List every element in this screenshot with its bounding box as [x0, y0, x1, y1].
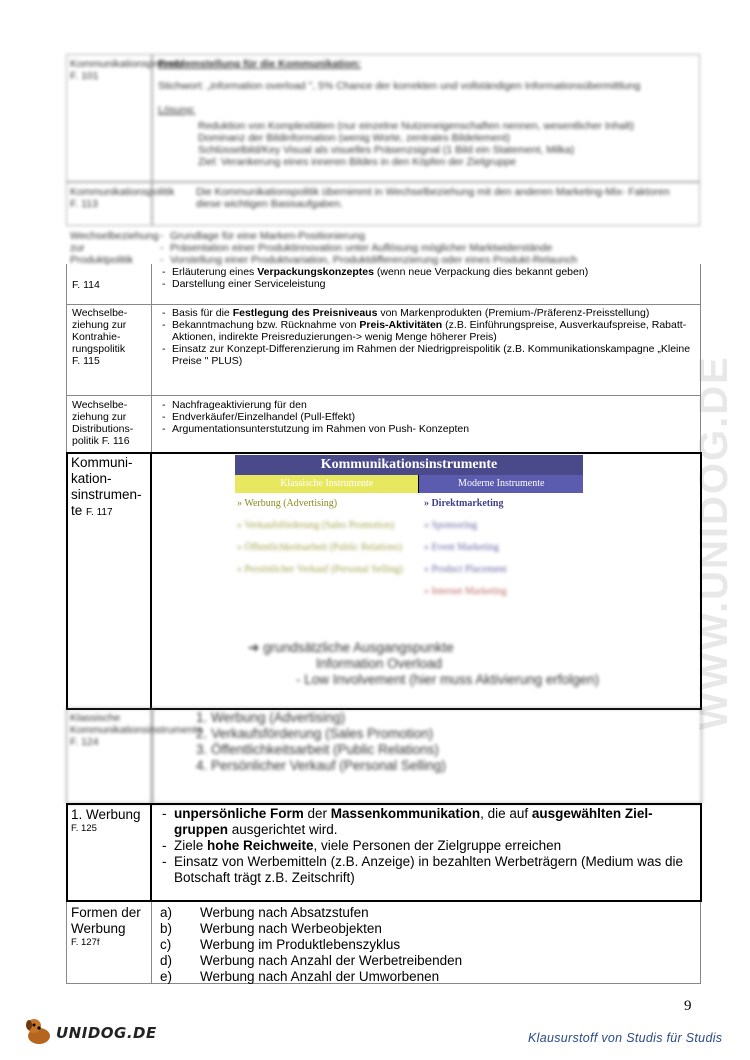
row-text-f113: Die Kommunikationspolitik übernimmt in Wechselbeziehung mit den anderen Marketing-Mix- Faktoren diese wichtigen Basisaufgaben. [196, 186, 670, 210]
col-head-classic: Klassische Instrumente [235, 475, 419, 493]
classic-instrument: 1. Werbung (Advertising) [196, 710, 346, 725]
classic-item: » Persönlicher Verkauf (Personal Selling) [237, 564, 403, 575]
loesung-item: Dominanz der Bildinformation (wenig Worte, zentrales Bildelement) [198, 132, 511, 144]
modern-item: » Product Placement [423, 564, 507, 575]
produktpolitik-item: - Präsentation einer Produktinnovation unter Auflösung möglicher Marktwiderstände [158, 242, 688, 254]
ausgangspunkt: Information Overload [316, 656, 443, 671]
problem-title: Problemstellung für die Kommunikation: [158, 58, 362, 70]
produktpolitik-item: - Grundlage für eine Marken-Positionierung [158, 230, 688, 242]
row-label-f125: 1. Werbung F. 125 [71, 807, 141, 834]
row-f117-divider [150, 452, 152, 710]
footer-tagline: Klausurstoff von Studis für Studis [528, 1031, 723, 1045]
modern-item: » Internet Marketing [423, 586, 507, 597]
row-label-f116: Wechselbe- ziehung zur Distributions- politik F. 116 [72, 399, 134, 447]
werbeformen-list [160, 905, 690, 985]
werbeform-item: b) Werbung nach Werbeobjekten [160, 921, 382, 936]
row-f125-divider [150, 803, 152, 902]
row-label-produktpolitik: Wechselbeziehung zur Produktpolitik [70, 230, 159, 266]
classic-item: » Werbung (Advertising) [237, 498, 338, 509]
werbung-item: - unpersönliche Form der Massenkommunikation, die auf ausgewählten Ziel-gruppen ausgerichtet wird. [162, 806, 653, 837]
f114-item: - Darstellung einer Serviceleistung [160, 278, 695, 290]
row-label-f117: Kommuni- kation- sinstrumen- te F. 117 [71, 455, 142, 518]
werbeform-item: d) Werbung nach Anzahl der Werbetreibenden [160, 953, 463, 968]
page-number: 9 [684, 998, 692, 1014]
werbeform-item: e) Werbung nach Anzahl der Umworbenen [160, 969, 440, 984]
f114-item: - Erläuterung eines Verpackungskonzeptes (wenn neue Verpackung dies bekannt geben) [160, 266, 695, 278]
blurred-top-section [66, 54, 700, 268]
classic-item: » Öffentlichkeitsarbeit (Public Relations) [237, 542, 403, 553]
werbung-item: - Ziele hohe Reichweite, viele Personen der Zielgruppe erreichen [162, 838, 562, 853]
modern-item: » Event Marketing [423, 542, 499, 553]
classic-instrument: 3. Öffentlichkeitsarbeit (Public Relations) [196, 742, 439, 757]
logo-text: UNIDOG.DE [56, 1024, 157, 1042]
ausgangspunkt: - Low Involvement (hier muss Aktivierung erfolgen) [296, 672, 600, 687]
unidog-logo [22, 1014, 157, 1048]
f115-item: - Einsatz zur Konzept-Differenzierung im Rahmen der Niedrigpreispolitik (z.B. Kommunikationskampagne „Kleine Preise " PLUS) [160, 343, 695, 367]
f115-item: - Basis für die Festlegung des Preisniveaus von Markenprodukten (Premium-/Präferenz-Preisstellung) [160, 307, 695, 319]
f115-item: - Bekanntmachung bzw. Rücknahme von Preis-Aktivitäten (z.B. Einführungspreise, Ausverkaufspreise, Rabatt-Aktionen, indirekte Preisreduzierungen-> wenig Menge höherer Preis) [160, 319, 695, 343]
row-label-f114: F. 114 [72, 279, 100, 291]
loesung-item: Ziel: Verankerung eines inneren Bildes in den Köpfen der Zielgruppe [198, 156, 517, 168]
row-label-f124: Klassische Kommunikationsinstrumente F. 124 [70, 712, 203, 748]
col-head-modern: Moderne Instrumente [419, 475, 583, 493]
figure-title: Kommunikationsinstrumente [235, 455, 583, 475]
row-label-f113: Kommunikationspolitik F. 113 [70, 186, 175, 210]
loesung-label: Lösung: [158, 104, 196, 116]
modern-item: » Direktmarketing [423, 498, 504, 509]
classic-instrument: 2. Verkaufsförderung (Sales Promotion) [196, 726, 434, 741]
f116-item: - Endverkäufer/Einzelhandel (Pull-Effekt) [160, 411, 695, 423]
loesung-item: Schlüsselbild/Key Visual als visuelles Präsenzsignal (1 Bild ein Statement, Milka) [198, 144, 575, 156]
werbeform-item: c) Werbung im Produktlebenszyklus [160, 937, 401, 952]
modern-item: » Sponsoring [423, 520, 477, 531]
classic-item: » Verkaufsförderung (Sales Promotion) [237, 520, 395, 531]
werbung-item: - Einsatz von Werbemitteln (z.B. Anzeige) in bezahlten Werbeträgern (Medium was die Botschaft trägt z.B. Zeitschrift) [162, 854, 683, 885]
watermark: WWW.UNIDOG.DE [692, 355, 736, 730]
classic-instrument: 4. Persönlicher Verkauf (Personal Selling) [196, 758, 446, 773]
dog-icon [22, 1014, 56, 1048]
f116-item: - Nachfrageaktivierung für den [160, 399, 695, 411]
f116-item: - Argumentationsunterstutzung im Rahmen von Push- Konzepten [160, 423, 695, 435]
werbeform-item: a) Werbung nach Absatzstufen [160, 905, 369, 920]
row-label-f127: Formen der Werbung F. 127f [71, 905, 141, 948]
kommunikationsinstrumente-figure [235, 455, 583, 615]
problem-line: Stichwort: „information overload ", 5% Chance der korrekten und vollständigen Informationsübermittlung [158, 80, 641, 92]
loesung-item: Reduktion von Komplexitäten (nur einzelne Nutzeneigenschaften nennen, wesentlicher Inhalt) [198, 120, 635, 132]
row-label-f115: Wechselbe- ziehung zur Kontrahie- rungspolitik F. 115 [72, 307, 128, 367]
arrow-icon: ➔ [248, 640, 260, 655]
row-f124 [66, 708, 702, 804]
produktpolitik-item: - Vorstellung einer Produktvariation, Produktdifferenzierung oder eines Produkt-Relaunch [158, 254, 688, 266]
row-label-f101: Kommunikationsprozess F. 101 [70, 58, 185, 82]
ausgangspunkte-block: ➔ grundsätzliche Ausgangspunkte Information Overload - Low Involvement (hier muss Aktivierung erfolgen) [248, 640, 668, 688]
